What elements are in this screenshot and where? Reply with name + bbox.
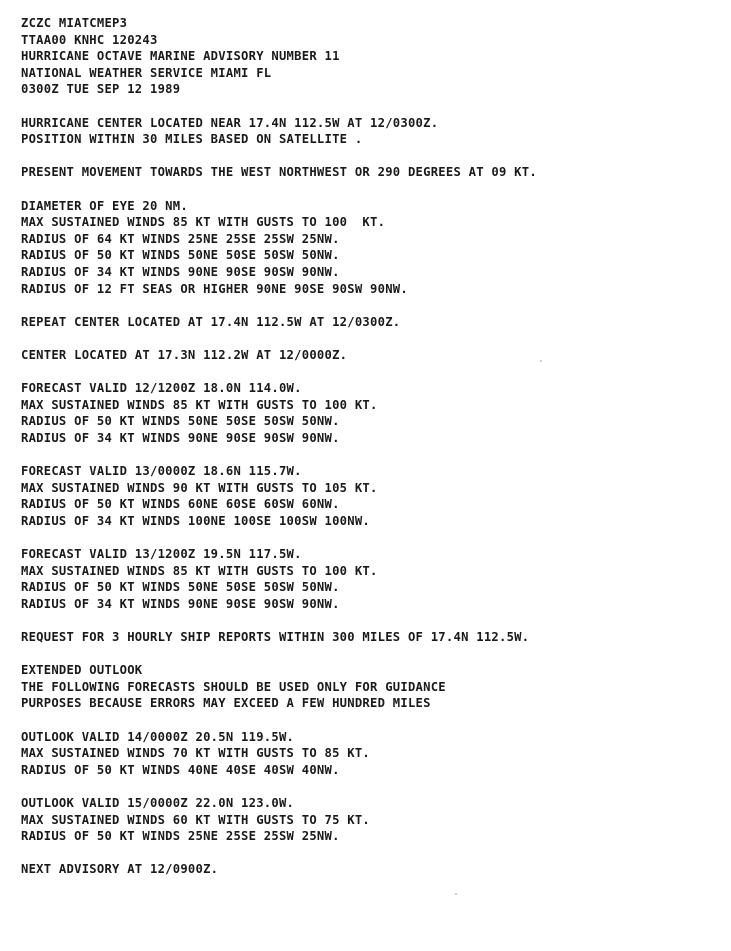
advisory-section xyxy=(21,15,721,98)
advisory-line: MAX SUSTAINED WINDS 85 KT WITH GUSTS TO 100 KT. xyxy=(21,397,378,412)
advisory-line: MAX SUSTAINED WINDS 70 KT WITH GUSTS TO 85 KT. xyxy=(21,746,371,761)
advisory-section xyxy=(21,546,721,612)
advisory-line: RADIUS OF 12 FT SEAS OR HIGHER 90NE 90SE 90SW 90NW. xyxy=(21,281,408,296)
advisory-section xyxy=(21,380,721,446)
advisory-line: RADIUS OF 50 KT WINDS 50NE 50SE 50SW 50NW. xyxy=(21,580,340,595)
advisory-line: REPEAT CENTER LOCATED AT 17.4N 112.5W AT 12/0300Z. xyxy=(21,314,401,329)
advisory-line: RADIUS OF 34 KT WINDS 100NE 100SE 100SW 100NW. xyxy=(21,513,371,528)
advisory-line: HURRICANE CENTER LOCATED NEAR 17.4N 112.5W AT 12/0300Z. xyxy=(21,115,439,130)
advisory-section xyxy=(21,198,721,298)
advisory-line: OUTLOOK VALID 14/0000Z 20.5N 119.5W. xyxy=(21,729,295,744)
advisory-line: REQUEST FOR 3 HOURLY SHIP REPORTS WITHIN 300 MILES OF 17.4N 112.5W. xyxy=(21,629,530,644)
advisory-line: FORECAST VALID 13/0000Z 18.6N 115.7W. xyxy=(21,464,302,479)
advisory-section xyxy=(21,314,721,331)
scan-speck xyxy=(455,893,457,895)
advisory-line: RADIUS OF 34 KT WINDS 90NE 90SE 90SW 90NW. xyxy=(21,596,340,611)
advisory-line: ZCZC MIATCMEP3 xyxy=(21,16,128,30)
advisory-line: RADIUS OF 50 KT WINDS 25NE 25SE 25SW 25NW. xyxy=(21,829,340,844)
advisory-section xyxy=(21,164,721,181)
scan-speck xyxy=(540,360,542,362)
advisory-section xyxy=(21,115,721,148)
advisory-line: RADIUS OF 34 KT WINDS 90NE 90SE 90SW 90NW. xyxy=(21,430,340,445)
advisory-line: RADIUS OF 50 KT WINDS 50NE 50SE 50SW 50NW. xyxy=(21,414,340,429)
advisory-line: CENTER LOCATED AT 17.3N 112.2W AT 12/0000Z. xyxy=(21,347,348,362)
advisory-line: THE FOLLOWING FORECASTS SHOULD BE USED ONLY FOR GUIDANCE xyxy=(21,679,446,694)
advisory-line: RADIUS OF 50 KT WINDS 40NE 40SE 40SW 40NW. xyxy=(21,762,340,777)
advisory-line: MAX SUSTAINED WINDS 85 KT WITH GUSTS TO 100 KT. xyxy=(21,563,378,578)
advisory-line: MAX SUSTAINED WINDS 85 KT WITH GUSTS TO 100 KT. xyxy=(21,215,386,230)
advisory-line: DIAMETER OF EYE 20 NM. xyxy=(21,198,188,213)
advisory-line: 0300Z TUE SEP 12 1989 xyxy=(21,82,181,97)
advisory-line: MAX SUSTAINED WINDS 90 KT WITH GUSTS TO 105 KT. xyxy=(21,480,378,495)
advisory-section xyxy=(21,861,721,878)
advisory-line: OUTLOOK VALID 15/0000Z 22.0N 123.0W. xyxy=(21,795,295,810)
advisory-section xyxy=(21,662,721,712)
advisory-line: RADIUS OF 50 KT WINDS 50NE 50SE 50SW 50NW. xyxy=(21,248,340,263)
advisory-line: MAX SUSTAINED WINDS 60 KT WITH GUSTS TO 75 KT. xyxy=(21,812,371,827)
advisory-section xyxy=(21,795,721,845)
advisory-line: RADIUS OF 64 KT WINDS 25NE 25SE 25SW 25NW. xyxy=(21,231,340,246)
advisory-section xyxy=(21,729,721,779)
advisory-line: PRESENT MOVEMENT TOWARDS THE WEST NORTHWEST OR 290 DEGREES AT 09 KT. xyxy=(21,165,537,180)
advisory-line: RADIUS OF 50 KT WINDS 60NE 60SE 60SW 60NW. xyxy=(21,497,340,512)
advisory-section xyxy=(21,463,721,529)
advisory-line: TTAA00 KNHC 120243 xyxy=(21,32,158,47)
advisory-line: FORECAST VALID 13/1200Z 19.5N 117.5W. xyxy=(21,547,302,561)
advisory-line: RADIUS OF 34 KT WINDS 90NE 90SE 90SW 90NW. xyxy=(21,264,340,279)
advisory-line: POSITION WITHIN 30 MILES BASED ON SATELLITE . xyxy=(21,132,363,147)
advisory-line: NATIONAL WEATHER SERVICE MIAMI FL xyxy=(21,65,272,80)
advisory-line: NEXT ADVISORY AT 12/0900Z. xyxy=(21,862,219,877)
advisory-line: EXTENDED OUTLOOK xyxy=(21,663,143,678)
advisory-section xyxy=(21,347,721,364)
advisory-line: PURPOSES BECAUSE ERRORS MAY EXCEED A FEW HUNDRED MILES xyxy=(21,696,431,711)
advisory-line: HURRICANE OCTAVE MARINE ADVISORY NUMBER 11 xyxy=(21,49,340,64)
advisory-text xyxy=(21,15,721,894)
advisory-line: FORECAST VALID 12/1200Z 18.0N 114.0W. xyxy=(21,381,302,396)
advisory-section xyxy=(21,629,721,646)
